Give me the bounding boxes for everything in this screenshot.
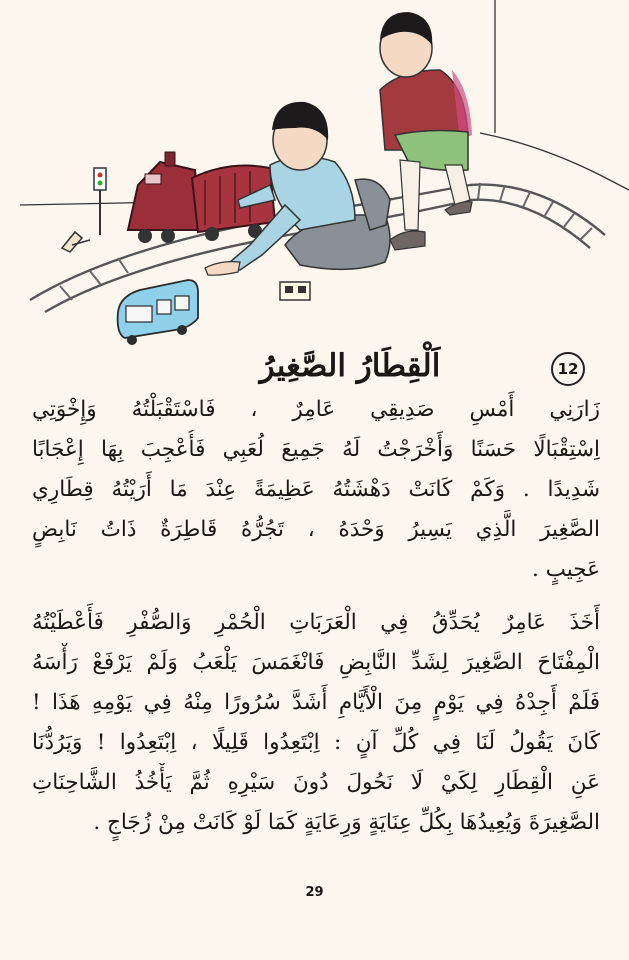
text-line: الصَّغِيرَ الَّذِي يَسِيرُ وَحْدَهُ ، تَجُرُّهُ قَاطِرَةٌ ذَاتُ نَابِضٍ	[32, 517, 600, 542]
toy-key-icon	[62, 232, 90, 252]
paragraph	[32, 390, 600, 590]
text-line: الصَّغِيرَةَ وَيُعِيدُهَا بِكُلِّ عِنَايَةٍ وَرِعَايَةٍ كَمَا لَوْ كَانَتْ مِنْ زُجَاجٍ .	[93, 810, 600, 835]
text-line: عَجِيبٍ .	[532, 557, 600, 582]
toy-wagon	[280, 282, 310, 300]
text-line: أَخَذَ عَامِرٌ يُحَدِّقُ فِي الْعَرَبَاتِ الْحُمْرِ وَالصُّفْرِ فَأَعْطَيْتُهُ	[32, 610, 600, 635]
page-number: 29	[305, 885, 324, 900]
text-line: الْمِفْتَاحَ الصَّغِيرَ لِشَدِّ النَّابِضِ فَانْغَمَسَ يَلْعَبُ وَلَمْ يَرْفَعْ رَأْسَهُ	[32, 650, 600, 675]
story-text	[32, 390, 600, 843]
paragraph	[32, 603, 600, 843]
text-line: فَلَمْ أَجِدْهُ فِي يَوْمٍ مِنَ الْأَيَّامِ أَشَدَّ سُرُورًا مِنْهُ فِي يَوْمِهِ هَذَا !	[32, 690, 600, 715]
text-line: زَارَنِي أَمْسِ صَدِيقِي عَامِرٌ ، فَاسْتَقْبَلْتُهُ وَإِخْوَتِي	[32, 397, 600, 422]
lesson-number-badge: 12	[551, 352, 585, 386]
toy-bus	[118, 280, 198, 345]
text-line: كَانَ يَقُولُ لَنَا فِي كُلِّ آنٍ : اِبْتَعِدُوا قَلِيلًا ، اِبْتَعِدُوا ! وَيَرُدُّنَا	[32, 730, 600, 755]
text-line: شَدِيدًا . وَكَمْ كَانَتْ دَهْشَتُهُ عَظِيمَةً عِنْدَ مَا أَرَيْتُهُ قِطَارِي	[32, 477, 600, 502]
text-line: عَنِ الْقِطَارِ لِكَيْ لَا نَحُولَ دُونَ سَيْرِهِ ثُمَّ يَأْخُذُ الشَّاحِنَاتِ	[32, 770, 600, 795]
text-line: اِسْتِقْبَالًا حَسَنًا وَأَخْرَجْتُ لَهُ جَمِيعَ لُعَبِي فَأُعْجِبَ بِهَا إِعْجَابًا	[32, 437, 600, 462]
illustration	[0, 0, 629, 350]
boy-in-red-shirt	[380, 12, 472, 250]
lesson-title: اَلْقِطَارُ الصَّغِيرُ	[259, 348, 441, 384]
signal-post-icon	[94, 168, 106, 235]
